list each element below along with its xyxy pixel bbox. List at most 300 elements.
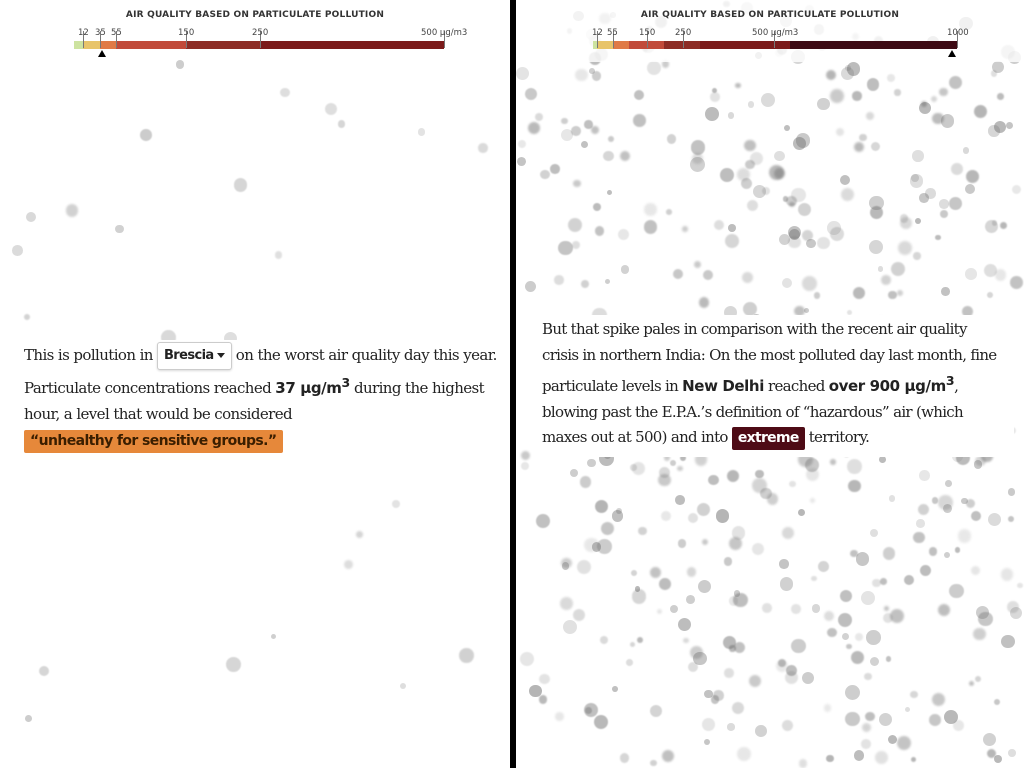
particle-dot	[659, 467, 670, 478]
particle-dot	[884, 606, 889, 611]
particle-dot	[1006, 122, 1013, 129]
particle-dot	[871, 142, 880, 151]
particle-dot	[688, 513, 699, 524]
particle-dot	[774, 151, 785, 162]
particle-dot	[850, 550, 857, 557]
particle-dot	[861, 739, 871, 749]
particle-dot	[911, 757, 916, 762]
particle-dot	[752, 478, 767, 493]
particle-dot	[975, 676, 981, 682]
particle-dot	[528, 122, 540, 134]
particle-dot	[931, 96, 937, 102]
aqi-category-badge: extreme	[732, 427, 805, 450]
particle-dot	[573, 180, 580, 187]
pollution-value-text: 37 µg/m	[275, 379, 342, 397]
particle-dot	[897, 290, 903, 296]
particle-dot	[851, 651, 864, 664]
particle-dot	[905, 707, 911, 713]
particle-dot	[997, 93, 1004, 100]
particle-dot	[782, 720, 793, 731]
particle-dot	[814, 292, 820, 298]
particle-dot	[810, 498, 815, 503]
particle-dot	[887, 74, 895, 82]
particle-dot	[992, 220, 998, 226]
particle-dot	[400, 683, 406, 689]
particle-dot	[929, 547, 937, 555]
particle-dot	[593, 203, 601, 211]
particle-dot	[632, 589, 646, 603]
particle-dot	[1001, 568, 1014, 581]
left-panel	[0, 0, 510, 768]
scale-title: AIR QUALITY BASED ON PARTICULATE POLLUTION	[125, 10, 385, 20]
scale-tick-label: 150	[639, 28, 656, 38]
particle-dot	[1012, 185, 1021, 194]
particle-dot	[913, 532, 925, 544]
particle-dot	[561, 118, 568, 125]
particle-dot	[670, 605, 678, 613]
particle-dot	[841, 188, 854, 201]
scale-title: AIR QUALITY BASED ON PARTICULATE POLLUTION	[640, 10, 900, 20]
particle-dot	[516, 67, 529, 80]
particle-dot	[727, 470, 739, 482]
particle-dot	[575, 69, 588, 82]
particle-dot	[1008, 749, 1016, 757]
particle-dot	[796, 133, 811, 148]
particle-dot	[711, 695, 720, 704]
particle-dot	[704, 739, 710, 745]
particle-dot	[870, 206, 883, 219]
particle-dot	[710, 92, 720, 102]
particle-dot	[520, 652, 535, 667]
particle-dot	[802, 276, 817, 291]
particle-dot	[749, 675, 761, 687]
particle-dot	[24, 314, 30, 320]
scale-tick-label: 55	[607, 28, 618, 38]
particle-dot	[572, 241, 580, 249]
particle-dot	[735, 83, 740, 88]
particle-dot	[621, 265, 630, 274]
particle-dot	[705, 107, 719, 121]
particle-dot	[732, 526, 745, 539]
particle-dot	[804, 308, 809, 313]
particle-dot	[824, 704, 831, 711]
particle-dot	[913, 252, 920, 259]
particle-dot	[620, 151, 630, 161]
particle-dot	[784, 125, 790, 131]
particle-dot	[987, 292, 993, 298]
particle-dot	[724, 557, 733, 566]
particle-dot	[1008, 516, 1015, 523]
particle-dot	[702, 539, 708, 545]
scale-tick-label: 250	[675, 28, 692, 38]
particle-dot	[678, 539, 687, 548]
particle-dot	[729, 596, 738, 605]
particle-dot	[750, 152, 763, 165]
particle-dot	[854, 750, 865, 761]
particle-dot	[1001, 635, 1015, 649]
particle-dot	[991, 70, 997, 76]
particle-dot	[841, 67, 854, 80]
particle-dot	[271, 634, 276, 639]
particle-dot	[940, 210, 948, 218]
particle-dot	[659, 578, 671, 590]
particle-dot	[949, 76, 962, 89]
particle-dot	[675, 495, 685, 505]
particle-dot	[878, 266, 884, 272]
particle-dot	[994, 699, 1001, 706]
particle-dot	[911, 174, 918, 181]
particle-dot	[66, 204, 78, 216]
particle-dot	[667, 134, 676, 143]
particle-dot	[650, 705, 662, 717]
particle-dot	[662, 750, 674, 762]
particle-dot	[560, 597, 573, 610]
particle-dot	[865, 712, 874, 721]
scale-segment-extreme	[790, 41, 957, 49]
scale-tick-label: 250	[252, 28, 269, 38]
particle-dot	[539, 674, 550, 685]
scale-segment-very-unhealthy	[664, 41, 700, 49]
particle-dot	[971, 566, 980, 575]
scale-segment-good	[74, 41, 83, 49]
particle-dot	[806, 468, 819, 481]
particle-dot	[568, 218, 582, 232]
particle-dot	[737, 747, 751, 761]
scale-segment-unhealthy	[116, 41, 186, 49]
particle-dot	[870, 657, 880, 667]
particle-dot	[983, 733, 996, 746]
particle-dot	[728, 224, 736, 232]
particle-dot	[941, 287, 949, 295]
particle-dot	[698, 580, 711, 593]
particle-dot	[916, 519, 925, 528]
particle-dot	[920, 565, 931, 576]
scale-segment-hazardous	[700, 41, 790, 49]
particle-dot	[842, 633, 850, 641]
scale-tick-label: 55	[111, 28, 122, 38]
particle-dot	[734, 590, 741, 597]
particle-dot	[879, 713, 892, 726]
particle-dot	[969, 681, 974, 686]
particle-dot	[935, 235, 940, 240]
particle-dot	[25, 715, 32, 722]
particle-dot	[525, 88, 537, 100]
particle-dot	[774, 168, 785, 179]
particle-dot	[563, 620, 577, 634]
city-dropdown[interactable]	[157, 342, 232, 370]
particle-dot	[732, 702, 744, 714]
scale-tick-label: 35	[95, 28, 106, 38]
particle-dot	[955, 547, 961, 553]
particle-dot	[767, 493, 778, 504]
particle-dot	[932, 497, 939, 504]
particle-dot	[724, 668, 734, 678]
particle-dot	[716, 509, 729, 522]
particle-dot	[943, 504, 952, 513]
particle-dot	[881, 275, 891, 285]
particle-dot	[886, 656, 892, 662]
particle-dot	[650, 567, 662, 579]
particle-dot	[747, 200, 758, 211]
particle-dot	[226, 657, 241, 672]
particle-dot	[601, 522, 614, 535]
particle-dot	[626, 659, 633, 666]
particle-dot	[356, 531, 363, 538]
particle-dot	[115, 225, 124, 234]
particle-dot	[595, 226, 604, 235]
particle-dot	[951, 163, 963, 175]
particle-dot	[581, 280, 589, 288]
particle-dot	[984, 264, 997, 277]
particle-dot	[856, 552, 869, 565]
particle-dot	[812, 604, 820, 612]
particle-dot	[603, 151, 614, 162]
particle-dot	[338, 120, 345, 127]
particle-dot	[915, 218, 921, 224]
particle-dot	[870, 529, 878, 537]
particle-dot	[647, 61, 661, 75]
particle-dot	[644, 203, 657, 216]
particle-dot	[891, 262, 905, 276]
scale-segment-moderate	[83, 41, 100, 49]
particle-dot	[919, 470, 929, 480]
particle-dot	[741, 178, 752, 189]
particle-dot	[595, 500, 608, 513]
particle-dot	[688, 662, 698, 672]
particle-dot	[650, 760, 656, 766]
particle-dot	[827, 221, 841, 235]
particle-dot	[748, 101, 754, 107]
particle-dot	[612, 510, 623, 521]
particle-dot	[798, 509, 805, 516]
particle-dot	[631, 570, 637, 576]
particle-dot	[929, 714, 941, 726]
particle-dot	[971, 511, 981, 521]
particle-dot	[694, 261, 701, 268]
particle-dot	[1010, 607, 1022, 619]
scale-pointer-icon	[948, 50, 956, 57]
particle-dot	[635, 586, 640, 591]
particle-dot	[702, 718, 715, 731]
particle-dot	[866, 112, 874, 120]
particle-dot	[824, 611, 834, 621]
particle-dot	[594, 715, 608, 729]
particle-dot	[521, 462, 529, 470]
particle-dot	[861, 591, 875, 605]
particle-dot	[525, 281, 536, 292]
particle-dot	[994, 121, 1006, 133]
particle-dot	[633, 114, 645, 126]
particle-dot	[1010, 276, 1023, 289]
particle-dot	[830, 89, 844, 103]
particle-dot	[869, 240, 883, 254]
paragraph-text: on the worst air quality day this year. Particulate concentrations reached	[24, 346, 497, 397]
particle-dot	[708, 475, 719, 486]
particle-dot	[859, 134, 866, 141]
particle-dot	[720, 168, 734, 182]
caret-down-icon	[217, 353, 225, 358]
particle-dot	[561, 129, 574, 142]
particle-dot	[536, 514, 550, 528]
particle-dot	[904, 575, 914, 585]
particle-dot	[838, 613, 852, 627]
particle-dot	[608, 136, 614, 142]
particle-dot	[880, 578, 887, 585]
particle-dot	[12, 245, 23, 256]
particle-dot	[910, 691, 918, 699]
particle-dot	[894, 89, 900, 95]
particle-dot	[666, 209, 672, 215]
particle-dot	[780, 577, 793, 590]
particle-dot	[600, 636, 608, 644]
particle-dot	[728, 112, 735, 119]
particle-dot	[779, 559, 788, 568]
particle-dot	[944, 710, 958, 724]
particle-dot	[762, 187, 770, 195]
particle-dot	[697, 503, 710, 516]
particle-dot	[517, 157, 526, 166]
particle-dot	[879, 456, 886, 463]
particle-dot	[898, 241, 912, 255]
scale-tick-label: 12	[78, 28, 89, 38]
particle-dot	[618, 229, 629, 240]
particle-dot	[637, 637, 643, 643]
particle-dot	[39, 666, 49, 676]
particle-dot	[755, 725, 767, 737]
particle-dot	[1017, 583, 1023, 589]
particle-dot	[752, 543, 764, 555]
scale-tick-label: 12	[592, 28, 603, 38]
particle-dot	[939, 88, 947, 96]
scale-segment-hazardous	[260, 41, 444, 49]
particle-dot	[703, 270, 713, 280]
particle-dot	[392, 500, 400, 508]
particle-dot	[744, 140, 756, 152]
particle-dot	[827, 628, 837, 638]
scale-segment-very-unhealthy	[186, 41, 260, 49]
particle-dot	[944, 552, 950, 558]
scale-segment-sensitive	[100, 41, 116, 49]
paragraph-text: , blowing past the E.P.A.’s definition of “hazardous” air (which maxes out at 500) and into	[542, 377, 963, 446]
particle-dot	[978, 612, 992, 626]
particle-dot	[280, 88, 290, 98]
particle-dot	[949, 197, 962, 210]
particle-dot	[597, 539, 612, 554]
particle-dot	[883, 547, 895, 559]
particle-dot	[620, 753, 629, 762]
pollution-value	[828, 373, 955, 395]
city-dropdown-label: Brescia	[164, 348, 214, 363]
particle-dot	[592, 71, 601, 80]
particle-dot	[888, 735, 897, 744]
scale-tick-label: 500 µg/m3	[752, 28, 799, 38]
paragraph-text: This is pollution in	[24, 346, 153, 364]
particle-dot	[789, 202, 794, 207]
particle-dot	[634, 90, 644, 100]
particle-dot	[932, 693, 945, 706]
particle-dot	[802, 672, 814, 684]
particle-dot	[963, 147, 969, 153]
particle-dot	[866, 630, 881, 645]
particle-dot	[686, 595, 695, 604]
aqi-scale	[516, 0, 1024, 62]
particle-dot	[826, 755, 834, 763]
particle-dot	[459, 648, 474, 663]
unit-superscript: 3	[945, 373, 955, 388]
particle-dot	[518, 140, 526, 148]
aqi-category-badge: “unhealthy for sensitive groups.”	[24, 430, 283, 453]
particle-dot	[848, 480, 860, 492]
particle-dot	[864, 673, 872, 681]
particle-dot	[782, 278, 792, 288]
particle-dot	[830, 459, 836, 465]
particle-dot	[539, 695, 548, 704]
story-paragraph	[534, 315, 1014, 457]
particle-dot	[862, 723, 871, 732]
particle-dot	[900, 214, 909, 223]
particle-dot	[847, 459, 862, 474]
particle-dot	[683, 638, 688, 643]
particle-dot	[140, 129, 152, 141]
particle-dot	[725, 234, 739, 248]
particle-dot	[918, 504, 929, 515]
particle-dot	[818, 561, 829, 572]
particle-dot	[692, 153, 703, 164]
particle-dot	[687, 567, 696, 576]
particle-dot	[638, 527, 646, 535]
particle-dot	[945, 480, 952, 487]
right-panel	[516, 0, 1024, 768]
scale-tick-label: 1000	[947, 28, 969, 38]
particle-dot	[761, 93, 775, 107]
particle-dot	[554, 275, 564, 285]
particle-dot	[644, 220, 657, 233]
story-paragraph	[16, 340, 510, 457]
particle-dot	[875, 751, 888, 764]
particle-dot	[275, 251, 282, 258]
particle-dot	[657, 609, 662, 614]
scale-bar	[74, 41, 444, 49]
scale-pointer-icon	[98, 50, 106, 57]
particle-dot	[789, 229, 800, 240]
particle-dot	[550, 164, 559, 173]
particle-dot	[853, 287, 865, 299]
paragraph-text: But that spike pales in comparison with the recent air quality crisis in northern India: On the most polluted day last month, fine particulate levels in	[542, 320, 997, 395]
particle-dot	[570, 469, 578, 477]
particle-dot	[867, 78, 880, 91]
particle-dot	[535, 113, 543, 121]
particle-dot	[344, 560, 353, 569]
particle-dot	[587, 459, 596, 468]
particle-dot	[727, 723, 734, 730]
scale-segment-sensitive	[613, 41, 629, 49]
particle-dot	[555, 712, 564, 721]
particle-dot	[742, 272, 754, 284]
particle-dot	[661, 511, 671, 521]
particle-dot	[974, 105, 987, 118]
particle-dot	[699, 297, 710, 308]
particle-dot	[973, 628, 985, 640]
particle-dot	[845, 685, 860, 700]
particle-dot	[577, 560, 591, 574]
particle-dot	[630, 642, 635, 647]
pollution-value	[275, 375, 350, 397]
particle-dot	[840, 175, 851, 186]
particle-dot	[987, 749, 996, 758]
particle-dot	[612, 686, 618, 692]
particle-dot	[798, 203, 811, 216]
particle-dot	[845, 712, 859, 726]
